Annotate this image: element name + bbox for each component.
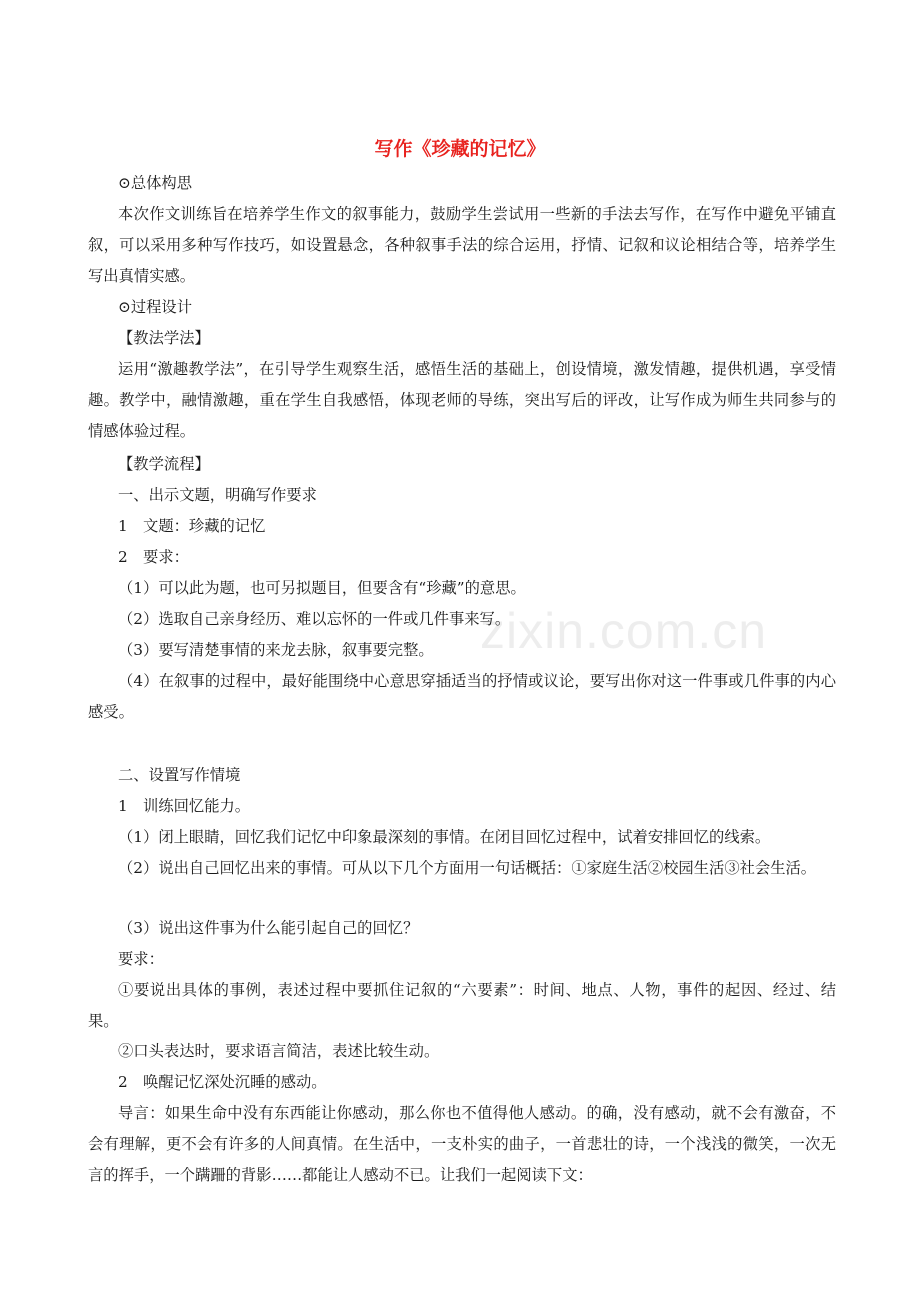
list-item: 1 训练回忆能力。: [118, 797, 251, 815]
paragraph-overview: 本次作文训练旨在培养学生作文的叙事能力，鼓励学生尝试用一些新的手法去写作，在写作中避免平铺直叙，可以采用多种写作技巧，如设置悬念，各种叙事手法的综合运用，抒情、记叙和议论相结合等，培养学生写出真情实感。: [88, 205, 836, 285]
step-two-heading: 二、设置写作情境: [118, 766, 241, 784]
list-item: ②口头表达时，要求语言简洁，表述比较生动。: [118, 1042, 440, 1060]
list-item: 2 要求：: [118, 548, 189, 566]
list-item: （3）要写清楚事情的来龙去脉，叙事要完整。: [118, 641, 434, 659]
requirements-label: 要求：: [118, 950, 164, 968]
list-item: （3）说出这件事为什么能引起自己的回忆？: [118, 919, 419, 937]
list-item: （2）说出自己回忆出来的事情。可从以下几个方面用一句话概括：①家庭生活②校园生活③社会生活。: [118, 859, 817, 877]
subheading-methods: 【教法学法】: [118, 329, 210, 347]
paragraph-methods: 运用“激趣教学法”，在引导学生观察生活，感悟生活的基础上，创设情境，激发情趣，提供机遇，享受情趣。教学中，融情激趣，重在学生自我感悟，体现老师的导练，突出写后的评改，让写作成为师生共同参与的情感体验过程。: [88, 360, 836, 440]
page-title: 写作《珍藏的记忆》: [374, 138, 546, 160]
step-one-heading: 一、出示文题，明确写作要求: [118, 486, 317, 504]
list-item: 2 唤醒记忆深处沉睡的感动。: [118, 1073, 327, 1091]
section-heading-overview: ⊙总体构思: [118, 174, 193, 192]
list-item: （4）在叙事的过程中，最好能围绕中心意思穿插适当的抒情或议论，要写出你对这一件事或几件事的内心感受。: [88, 672, 836, 721]
list-item: （1）可以此为题，也可另拟题目，但要含有“珍藏”的意思。: [118, 579, 526, 597]
section-heading-process: ⊙过程设计: [118, 298, 193, 316]
list-item: （2）选取自己亲身经历、难以忘怀的一件或几件事来写。: [118, 610, 511, 628]
list-item: （1）闭上眼睛，回忆我们记忆中印象最深刻的事情。在闭目回忆过程中，试着安排回忆的线索。: [118, 828, 771, 846]
watermark: zixin.com.cn: [480, 603, 768, 659]
subheading-flow: 【教学流程】: [118, 455, 210, 473]
paragraph-intro: 导言：如果生命中没有东西能让你感动，那么你也不值得他人感动。的确，没有感动，就不会有激奋，不会有理解，更不会有许多的人间真情。在生活中，一支朴实的曲子，一首悲壮的诗，一个浅浅的微笑，一次无言的挥手，一个蹒跚的背影……都能让人感动不已。让我们一起阅读下文：: [88, 1104, 836, 1184]
list-item: 1 文题：珍藏的记忆: [118, 517, 266, 535]
list-item: ①要说出具体的事例，表述过程中要抓住记叙的“六要素”：时间、地点、人物，事件的起因、经过、结果。: [88, 981, 836, 1030]
